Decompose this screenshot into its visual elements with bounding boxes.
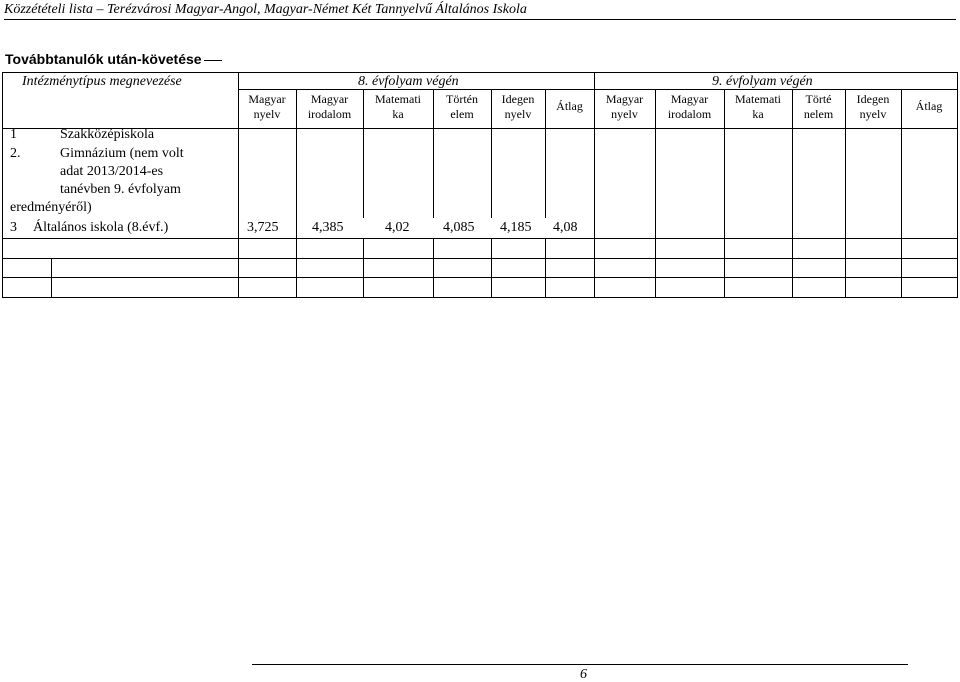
sub-header-9-hungarian-language — [594, 92, 655, 122]
sub-header-8-average — [545, 99, 594, 114]
section-title-text: Továbbtanulók után-követése — [5, 51, 202, 67]
row-number: 2. — [10, 146, 21, 161]
sub-header-8-mathematics — [363, 92, 433, 122]
name-line: tanévben 9. évfolyam — [60, 182, 181, 197]
sub-header-line: ka — [752, 107, 764, 121]
row-institution-name — [60, 145, 184, 199]
row-institution-name-cont: eredményéről) — [10, 200, 92, 215]
name-line: adat 2013/2014-es — [60, 164, 164, 179]
sub-header-line: Magyar — [310, 92, 349, 106]
col-header-institution-type: Intézménytípus megnevezése — [22, 74, 182, 89]
cell-value-hungarian-language: 3,725 — [247, 220, 279, 235]
sub-header-line: Idegen — [501, 92, 535, 106]
cell-value-foreign-language: 4,185 — [500, 220, 532, 235]
sub-header-8-hungarian-literature — [296, 92, 363, 122]
sub-header-9-mathematics — [724, 92, 792, 122]
sub-header-line: irodalom — [307, 107, 352, 121]
running-header: Közzétételi lista – Terézvárosi Magyar-Angol, Magyar-Német Két Tannyelvű Általános Iskola — [4, 2, 956, 20]
sub-header-line: nyelv — [253, 107, 281, 121]
sub-header-line: Átlag — [556, 99, 583, 113]
sub-header-8-history — [433, 92, 491, 122]
footer-rule — [252, 664, 908, 665]
cell-value-history: 4,085 — [443, 220, 475, 235]
name-line: Gimnázium (nem volt — [60, 146, 184, 161]
sub-header-line: elem — [450, 107, 474, 121]
sub-header-line: nyelv — [611, 107, 638, 121]
sub-header-line: Matemati — [375, 92, 421, 106]
sub-header-line: Történ — [446, 92, 478, 106]
sub-header-line: Átlag — [915, 99, 943, 113]
sub-header-line: Magyar — [605, 92, 644, 106]
row-institution-name: Általános iskola (8.évf.) — [33, 220, 169, 235]
section-title — [5, 51, 222, 67]
row-number: 1 — [10, 127, 17, 142]
sub-header-line: ka — [392, 107, 404, 121]
sub-header-line: Magyar — [248, 92, 286, 106]
page-number: 6 — [580, 667, 587, 682]
sub-header-line: irodalom — [667, 107, 712, 121]
sub-header-8-hungarian-language — [238, 92, 296, 122]
sub-header-line: nyelv — [859, 107, 887, 121]
sub-header-line: nelem — [803, 107, 834, 121]
sub-header-9-foreign-language — [845, 92, 901, 122]
sub-header-line: Magyar — [670, 92, 709, 106]
sub-header-9-history — [792, 92, 845, 122]
sub-header-line: Matemati — [735, 92, 781, 106]
sub-header-line: nyelv — [504, 107, 532, 121]
cell-value-mathematics: 4,02 — [385, 220, 410, 235]
sub-header-9-average — [901, 99, 957, 114]
sub-header-9-hungarian-literature — [655, 92, 724, 122]
group-header-8th-grade: 8. évfolyam végén — [358, 74, 459, 89]
row-institution-name: Szakközépiskola — [60, 127, 155, 142]
title-dash — [204, 60, 222, 61]
sub-header-line: Törté — [805, 92, 832, 106]
cell-value-hungarian-literature: 4,385 — [312, 220, 344, 235]
sub-header-8-foreign-language — [491, 92, 545, 122]
row-number: 3 — [10, 220, 17, 235]
group-header-9th-grade: 9. évfolyam végén — [712, 74, 813, 89]
cell-value-average: 4,08 — [553, 220, 578, 235]
sub-header-line: Idegen — [856, 92, 890, 106]
